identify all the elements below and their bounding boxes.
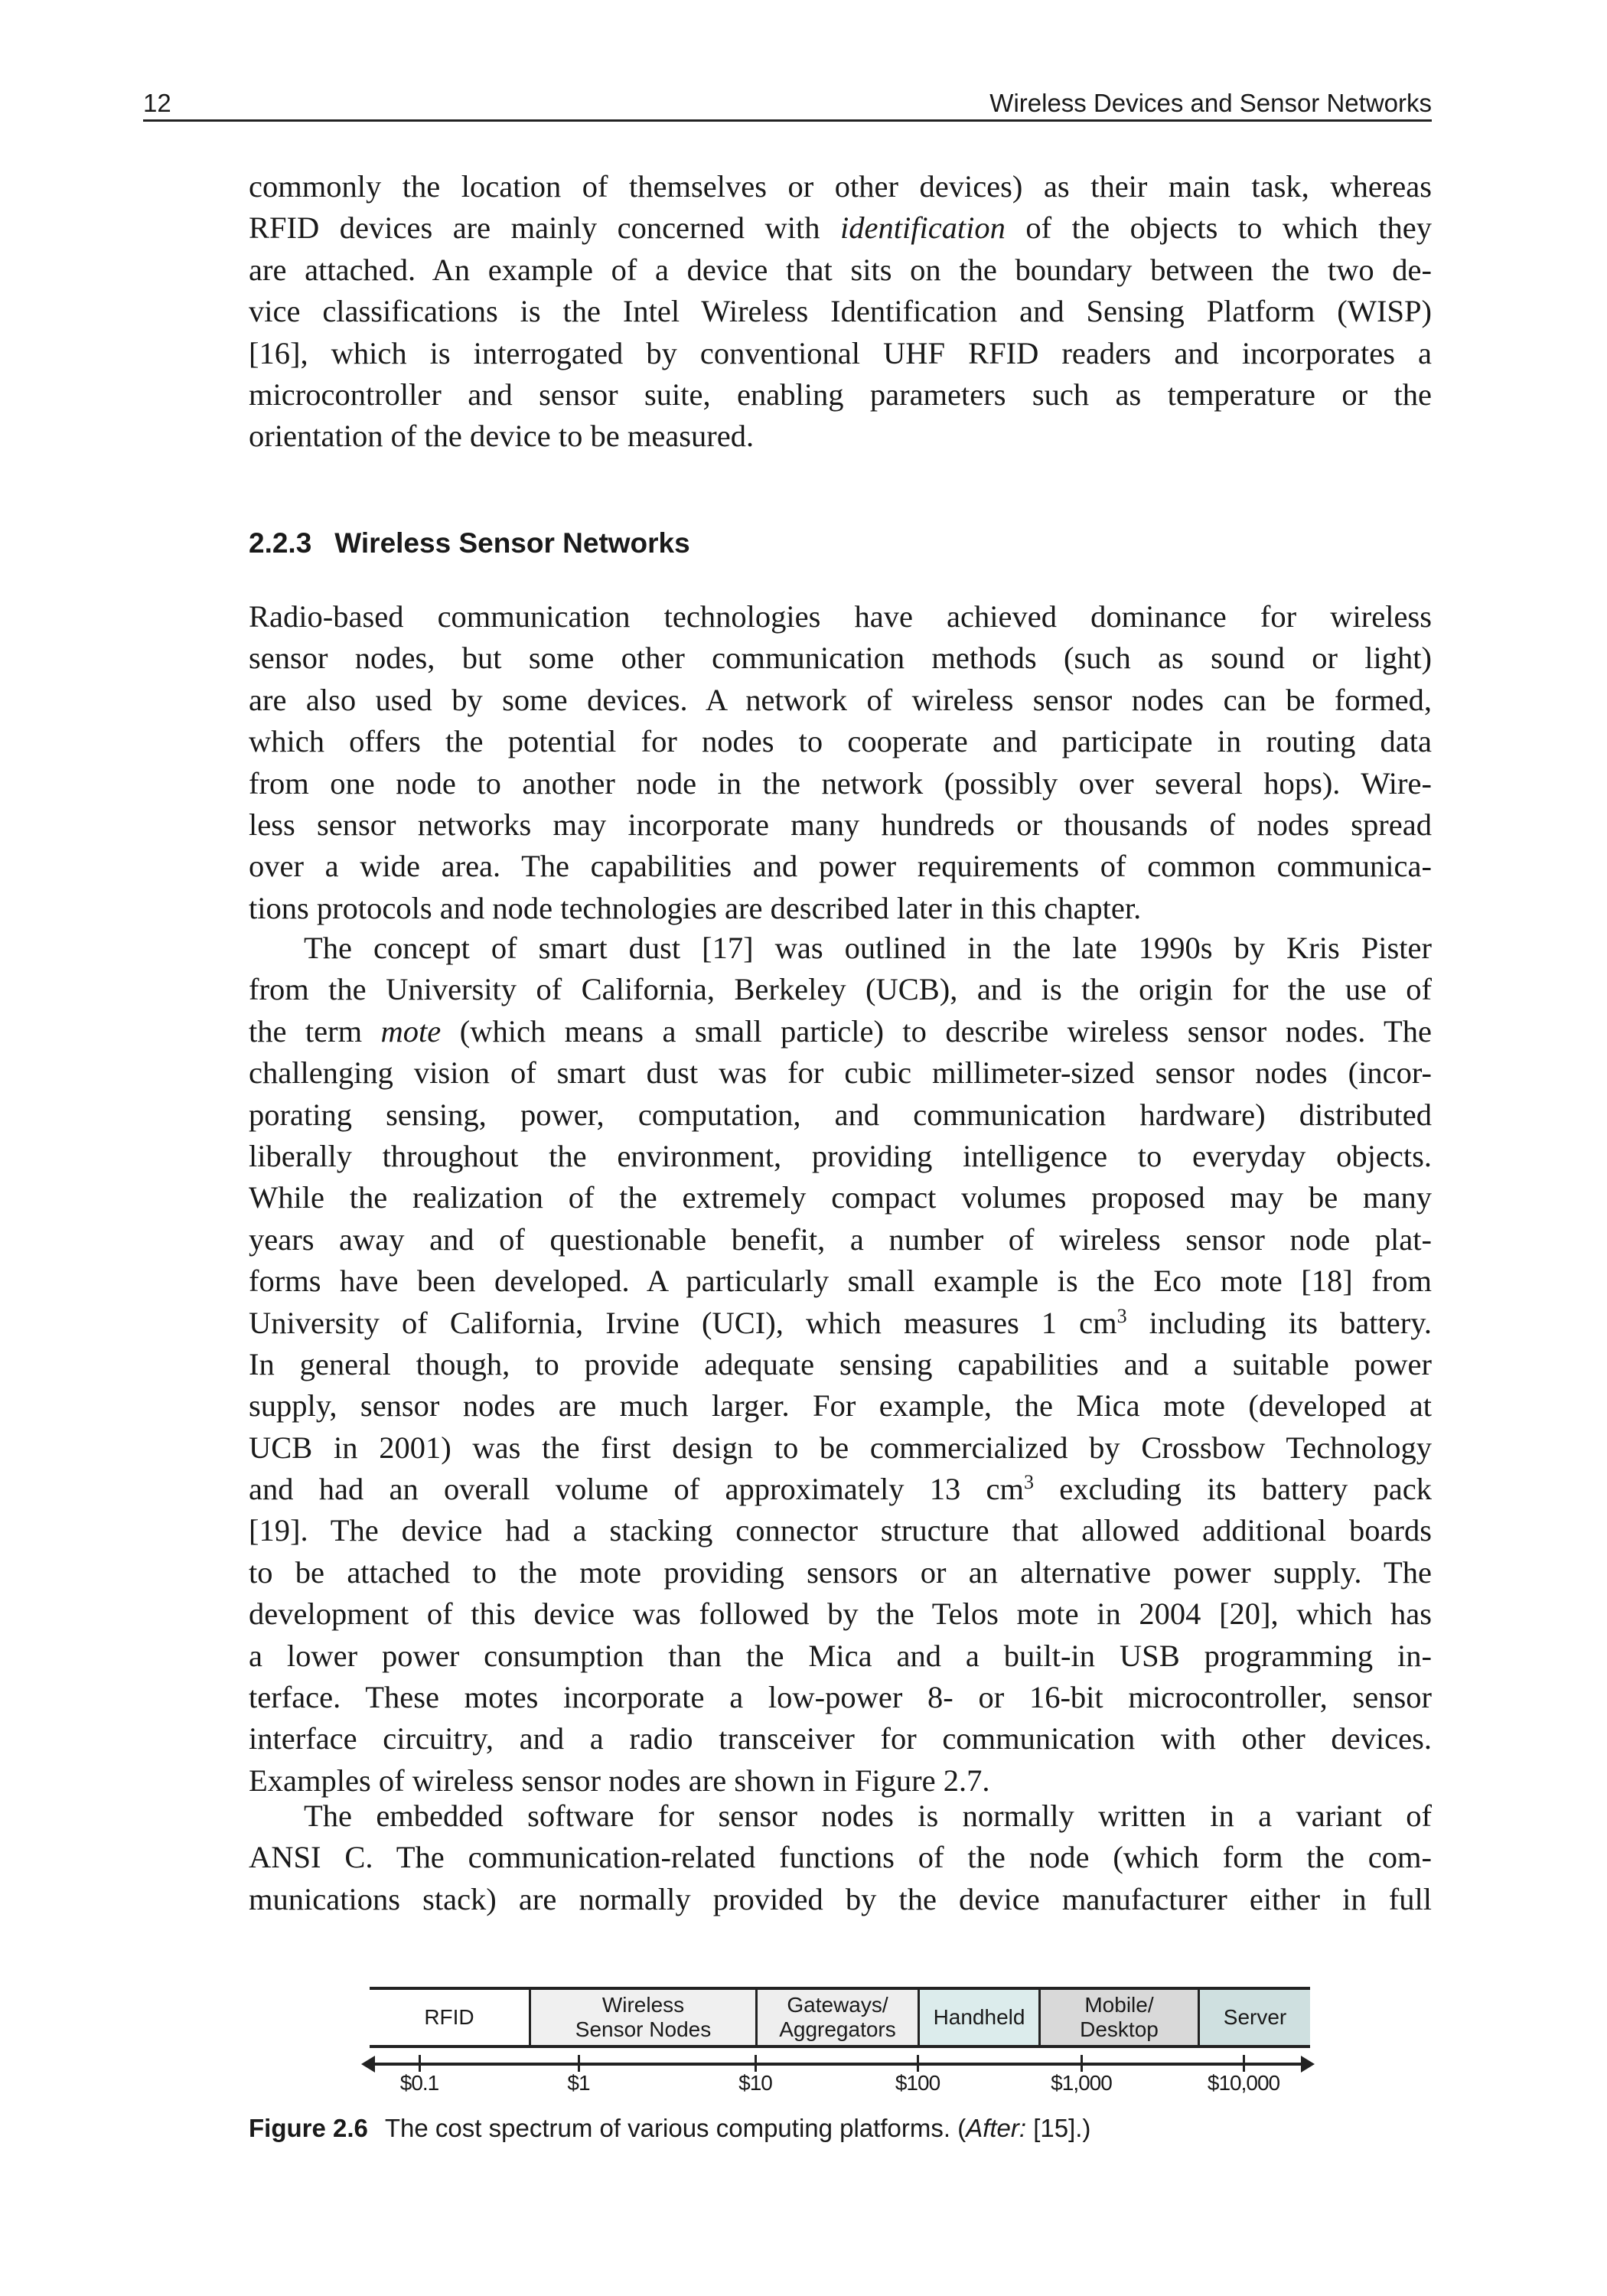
text-line: The embedded software for sensor nodes is normally written in a variant of — [304, 1799, 1432, 1833]
text-line: a lower power consumption than the Mica and a built-in USB programming in- — [249, 1638, 1432, 1673]
category-gateways-aggregators — [755, 1990, 918, 2045]
text-line: The concept of smart dust [17] was outlined in the late 1990s by Kris Pister — [304, 931, 1432, 965]
paragraph — [249, 1795, 1432, 1920]
text-line: are attached. An example of a device that sits on the boundary between the two de- — [249, 252, 1432, 287]
category-mobile-desktop — [1038, 1990, 1198, 2045]
text-line: UCB in 2001) was the first design to be commercialized by Crossbow Technology — [249, 1430, 1432, 1465]
category-wireless-sensor-nodes — [529, 1990, 755, 2045]
paragraph — [249, 596, 1432, 929]
text-line: microcontroller and sensor suite, enabling parameters such as temperature or the — [249, 377, 1432, 412]
text-line: from one node to another node in the network (possibly over several hops). Wire- — [249, 765, 1432, 801]
text-line: Examples of wireless sensor nodes are shown in Figure 2.7. — [249, 1763, 990, 1798]
text-line — [249, 207, 1432, 249]
text-run: University of California, Irvine (UCI), which measures 1 cm — [249, 1305, 1117, 1340]
text-line: development of this device was followed by the Telos mote in 2004 [20], which has — [249, 1596, 1432, 1632]
category-label: Mobile/ Desktop — [1080, 1993, 1159, 2041]
caption-after: After: — [966, 2114, 1027, 2142]
text-line: from the University of California, Berkeley (UCB), and is the origin for the use of — [249, 972, 1432, 1007]
text-line: tions protocols and node technologies are described later in this chapter. — [249, 890, 1142, 925]
category-label: RFID — [424, 2005, 474, 2029]
tick-label: $1,000 — [1051, 2071, 1112, 2095]
text-line: liberally throughout the environment, providing intelligence to everyday objects. — [249, 1138, 1432, 1173]
axis-tick — [755, 2055, 757, 2072]
text-line: challenging vision of smart dust was for cubic millimeter-sized sensor nodes (incor- — [249, 1055, 1432, 1091]
text-line: orientation of the device to be measured. — [249, 419, 755, 454]
tick-label: $1 — [567, 2071, 590, 2095]
text-line: are also used by some devices. A network of wireless sensor nodes can be formed, — [249, 682, 1432, 717]
text-line: over a wide area. The capabilities and power requirements of common communica- — [249, 849, 1432, 884]
text-line: [16], which is interrogated by conventional UHF RFID readers and incorporates a — [249, 335, 1432, 370]
axis-right-arrow-icon — [1301, 2056, 1315, 2073]
category-label: Wireless Sensor Nodes — [575, 1993, 712, 2041]
category-rfid — [370, 1990, 529, 2045]
text-line: less sensor networks may incorporate many hundreds or thousands of nodes spread — [249, 807, 1432, 842]
text-line: [19]. The device had a stacking connector structure that allowed additional boards — [249, 1513, 1432, 1548]
category-server — [1198, 1990, 1310, 2045]
text-run: excluding its battery pack — [1034, 1472, 1432, 1507]
category-label: Gateways/ Aggregators — [779, 1993, 896, 2041]
text-line — [249, 1303, 1432, 1344]
tick-label: $10 — [738, 2071, 772, 2095]
axis-tick — [578, 2055, 580, 2072]
text-line: porating sensing, power, computation, and communication hardware) distributed — [249, 1097, 1432, 1132]
text-run: RFID devices are mainly concerned with — [249, 210, 840, 246]
text-line: commonly the location of themselves or other devices) as their main task, whereas — [249, 169, 1432, 204]
text-line: Radio-based communication technologies have achieved dominance for wireless — [249, 599, 1432, 634]
caption-text: The cost spectrum of various computing platforms. ( — [384, 2114, 966, 2142]
page-number: 12 — [143, 89, 171, 117]
figure-caption — [249, 2114, 1090, 2143]
italic-term: identification — [839, 210, 1006, 246]
text-run: (which means a small particle) to describe wireless sensor nodes. The — [441, 1013, 1432, 1049]
caption-ref: [15].) — [1026, 2114, 1091, 2142]
text-line: supply, sensor nodes are much larger. For example, the Mica mote (developed at — [249, 1388, 1432, 1424]
text-line: In general though, to provide adequate sensing capabilities and a suitable power — [249, 1346, 1432, 1381]
text-line: to be attached to the mote providing sensors or an alternative power supply. The — [249, 1554, 1432, 1590]
text-line: interface circuitry, and a radio transceiver for communication with other devices. — [249, 1721, 1432, 1756]
text-line: years away and of questionable benefit, a number of wireless sensor node plat- — [249, 1221, 1432, 1257]
axis-left-arrow-icon — [361, 2056, 375, 2073]
section-title: Wireless Sensor Networks — [334, 527, 690, 559]
text-line — [249, 1011, 1432, 1052]
category-label: Handheld — [933, 2005, 1025, 2029]
category-label: Server — [1223, 2005, 1287, 2029]
text-run: including its battery. — [1126, 1305, 1432, 1340]
section-number: 2.2.3 — [249, 527, 312, 559]
superscript: 3 — [1116, 1304, 1127, 1327]
axis-tick — [1081, 2055, 1083, 2072]
running-title: Wireless Devices and Sensor Networks — [989, 89, 1432, 117]
text-line: which offers the potential for nodes to cooperate and participate in routing data — [249, 724, 1432, 759]
text-run: and had an overall volume of approximately 13 cm — [249, 1472, 1024, 1507]
tick-label: $0.1 — [399, 2071, 439, 2095]
cost-spectrum-bar — [370, 1987, 1310, 2048]
text-line — [249, 1469, 1432, 1510]
text-run: the term — [249, 1013, 381, 1049]
paragraph — [249, 928, 1432, 1802]
axis-tick — [419, 2055, 421, 2072]
axis-tick — [917, 2055, 919, 2072]
italic-term: mote — [380, 1013, 442, 1049]
paragraph — [249, 166, 1432, 458]
tick-label: $10,000 — [1207, 2071, 1280, 2095]
tick-label: $100 — [895, 2071, 940, 2095]
cost-axis — [370, 2063, 1310, 2066]
superscript: 3 — [1024, 1471, 1034, 1494]
text-line: forms have been developed. A particularly small example is the Eco mote [18] from — [249, 1264, 1432, 1299]
text-line: vice classifications is the Intel Wireless Identification and Sensing Platform (WISP) — [249, 294, 1432, 329]
section-heading — [249, 525, 690, 562]
text-line: terface. These motes incorporate a low-power 8- or 16-bit microcontroller, sensor — [249, 1680, 1432, 1715]
axis-tick — [1243, 2055, 1245, 2072]
text-line: While the realization of the extremely compact volumes proposed may be many — [249, 1180, 1432, 1215]
category-handheld — [918, 1990, 1038, 2045]
running-header — [143, 86, 1432, 122]
text-line: ANSI C. The communication-related functions of the node (which form the com- — [249, 1840, 1432, 1875]
text-line: sensor nodes, but some other communication methods (such as sound or light) — [249, 641, 1432, 676]
text-line: munications stack) are normally provided by the device manufacturer either in full — [249, 1881, 1432, 1916]
text-run: of the objects to which they — [1005, 210, 1433, 246]
figure-label: Figure 2.6 — [249, 2114, 368, 2142]
